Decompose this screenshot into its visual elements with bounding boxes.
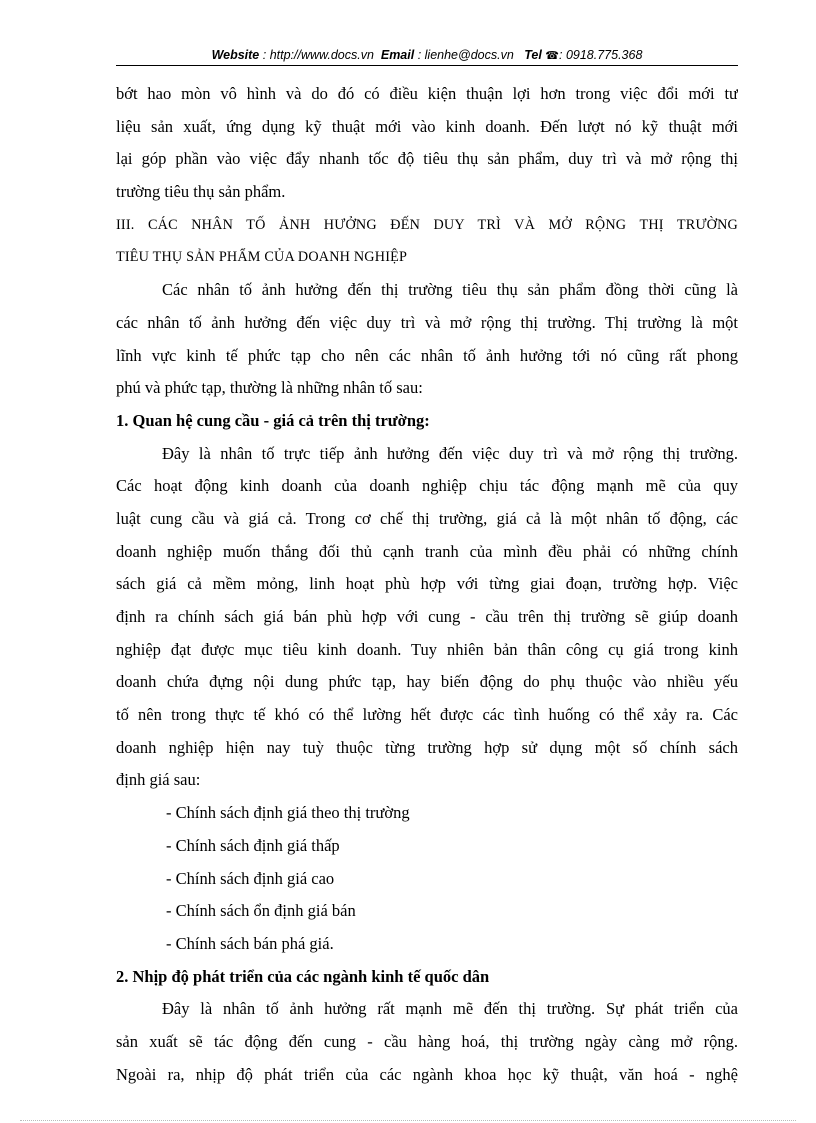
body-line: nghiệp đạt được mục tiêu kinh doanh. Tuy nhiên bản thân công cụ giá trong kinh <box>116 639 738 659</box>
body-line: định giá sau: <box>116 770 201 790</box>
body-line: Đây là nhân tố trực tiếp ảnh hưởng đến việc duy trì và mở rộng thị trường. <box>162 443 738 463</box>
phone-icon: ☎ <box>545 50 559 62</box>
list-item: - Chính sách định giá cao <box>166 868 335 888</box>
document-body <box>116 78 738 1091</box>
body-line: liệu sản xuất, ứng dụng kỹ thuật mới vào kinh doanh. Đến lượt nó kỹ thuật mới <box>116 116 738 136</box>
body-line: Các hoạt động kinh doanh của doanh nghiệp chịu tác động mạnh mẽ của quy <box>116 476 738 496</box>
email-separator: : <box>414 48 425 62</box>
website-url[interactable]: http://www.docs.vn <box>269 48 374 62</box>
body-line: sản xuất sẽ tác động đến cung - cầu hàng hoá, thị trường ngày càng mở rộng. <box>116 1031 738 1051</box>
body-line: trường tiêu thụ sản phẩm. <box>116 182 286 202</box>
body-line: Ngoài ra, nhịp độ phát triển của các ngành khoa học kỹ thuật, văn hoá - nghệ <box>116 1064 738 1084</box>
list-item: - Chính sách định giá thấp <box>166 835 340 855</box>
body-line: định ra chính sách giá bán phù hợp với cung - cầu trên thị trường sẽ giúp doanh <box>116 607 738 626</box>
page-bottom-divider <box>20 1120 796 1121</box>
list-item: - Chính sách bán phá giá. <box>166 933 334 953</box>
body-line: Các nhân tố ảnh hưởng đến thị trường tiêu thụ sản phẩm đồng thời cũng là <box>162 280 738 300</box>
body-line: các nhân tố ảnh hưởng đến việc duy trì và mở rộng thị trường. Thị trường là một <box>116 312 738 332</box>
website-label: Website <box>211 48 260 62</box>
email-label: Email <box>380 48 415 62</box>
section-heading: TIÊU THỤ SẢN PHẨM CỦA DOANH NGHIỆP <box>116 249 408 266</box>
list-item: - Chính sách ổn định giá bán <box>166 901 356 921</box>
body-line: luật cung cầu và giá cả. Trong cơ chế thị trường, giá cả là một nhân tố động, các <box>116 508 738 528</box>
website-separator: : <box>259 48 270 62</box>
email-address[interactable]: lienhe@docs.vn <box>424 48 514 62</box>
subsection-heading: 1. Quan hệ cung cầu - giá cả trên thị trường: <box>116 410 430 430</box>
page-header <box>116 47 738 66</box>
tel-label: Tel <box>524 48 542 62</box>
body-line: sách giá cả mềm mỏng, linh hoạt phù hợp với từng giai đoạn, trường hợp. Việc <box>116 574 738 594</box>
body-line: doanh nghiệp hiện nay tuỳ thuộc từng trường hợp sử dụng một số chính sách <box>116 737 738 757</box>
list-item: - Chính sách định giá theo thị trường <box>166 803 410 823</box>
body-line: doanh nghiệp muốn thắng đối thủ cạnh tranh của mình đều phải có những chính <box>116 541 738 561</box>
body-line: tố nên trong thực tế khó có thể lường hết được các tình huống có thể xảy ra. Các <box>116 705 738 725</box>
body-line: lĩnh vực kinh tế phức tạp cho nên các nhân tố ảnh hưởng tới nó cũng rất phong <box>116 345 738 365</box>
body-line: Đây là nhân tố ảnh hưởng rất mạnh mẽ đến thị trường. Sự phát triển của <box>162 999 738 1019</box>
body-line: phú và phức tạp, thường là những nhân tố sau: <box>116 378 423 398</box>
subsection-heading: 2. Nhịp độ phát triển của các ngành kinh tế quốc dân <box>116 966 490 986</box>
body-line: bớt hao mòn vô hình và do đó có điều kiện thuận lợi hơn trong việc đổi mới tư <box>116 84 738 103</box>
tel-number: : 0918.775.368 <box>559 48 643 62</box>
body-line: lại góp phần vào việc đẩy nhanh tốc độ tiêu thụ sản phẩm, duy trì và mở rộng thị <box>116 149 738 169</box>
section-heading: III. CÁC NHÂN TỐ ẢNH HƯỞNG ĐẾN DUY TRÌ VÀ MỞ RỘNG THỊ TRƯỜNG <box>116 216 738 233</box>
body-line: doanh chứa đựng nội dung phức tạp, hay biến động do phụ thuộc vào nhiều yếu <box>116 672 738 692</box>
